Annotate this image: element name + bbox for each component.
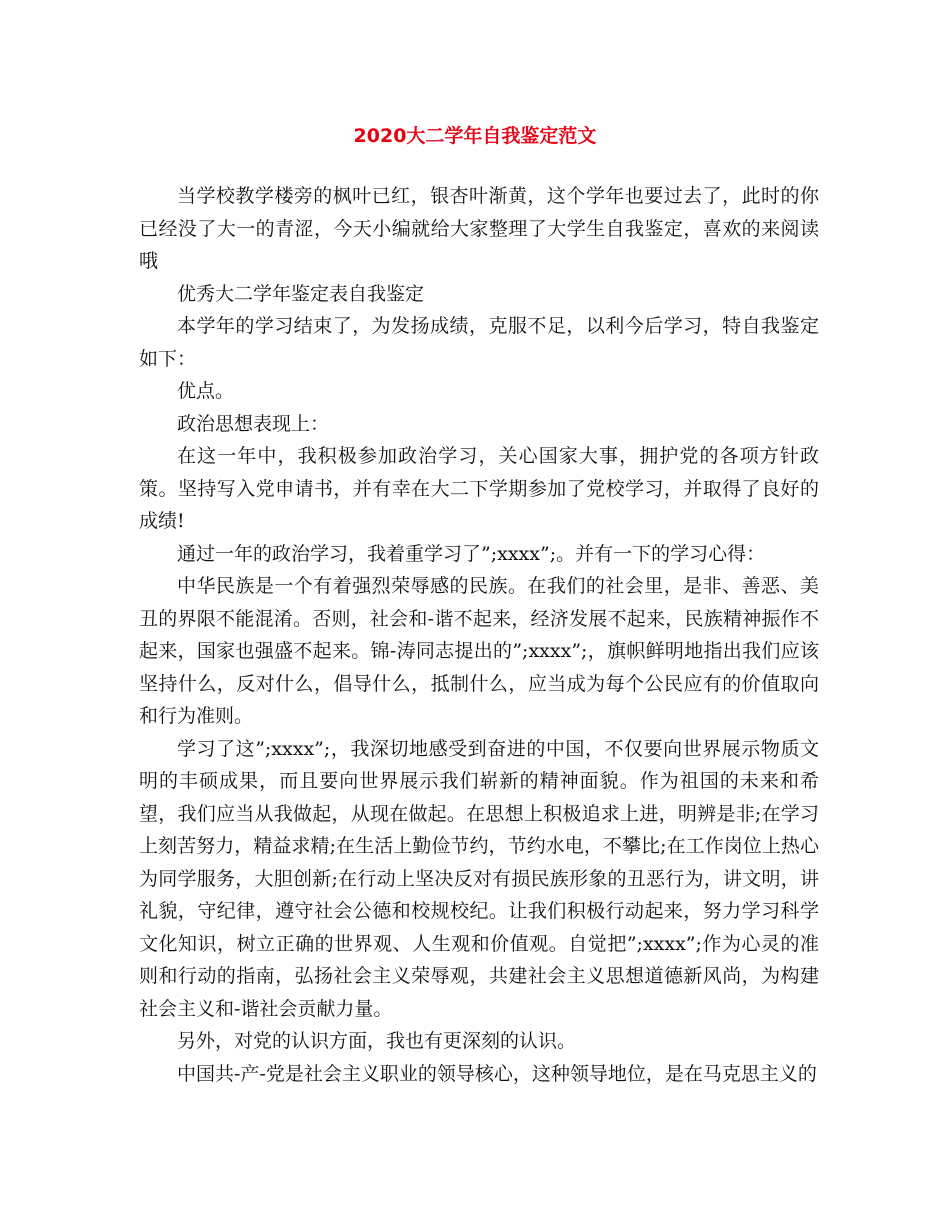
paragraph-strengths: 优点。 (177, 380, 235, 402)
paragraph-learning: 学习了这”;xxxx”;，我深切地感受到奋进的中国，不仅要向世界展示物质文明的丰硕成果，而且要向世界展示我们崭新的精神面貌。作为祖国的未来和希望，我们应当从我做起，从现在做起。在思想上积极追求上进，明辨是非;在学习上刻苦努力，精益求精;在生活上勤俭节约，节约水电，不攀比;在工作岗位上热心为同学服务，大胆创新;在行动上坚决反对有损民族形象的丑恶行为，讲文明，讲礼貌，守纪律，遵守社会公德和校规校纪。让我们积极行动起来，努力学习科学文化知识，树立正确的世界观、人生观和价值观。自觉把”;xxxx”;作为心灵的准则和行动的指南，弘扬社会主义荣辱观，共建社会主义思想道德新风尚，为构建社会主义和-谐社会贡献力量。 (139, 737, 819, 1020)
paragraph-study-notes: 通过一年的政治学习，我着重学习了”;xxxx”;。并有一下的学习心得： (177, 542, 766, 565)
paragraph-politics-heading: 政治思想表现上： (177, 412, 330, 435)
paragraph-party: 中国共-产-党是社会主义职业的领导核心，这种领导地位，是在马克思主义的 (177, 1062, 817, 1085)
paragraph-summary: 本学年的学习结束了，为发扬成绩，克服不足，以利今后学习，特自我鉴定如下： (139, 315, 819, 370)
document-title: 2020大二学年自我鉴定范文 (353, 125, 597, 147)
paragraph-heading: 优秀大二学年鉴定表自我鉴定 (177, 282, 425, 305)
document-body (139, 180, 819, 1090)
paragraph-party-understanding: 另外，对党的认识方面，我也有更深刻的认识。 (177, 1030, 577, 1052)
paragraph-intro: 当学校教学楼旁的枫叶已红，银杏叶渐黄，这个学年也要过去了，此时的你已经没了大一的青涩，今天小编就给大家整理了大学生自我鉴定，喜欢的来阅读哦 (139, 185, 819, 272)
paragraph-nation: 中华民族是一个有着强烈荣辱感的民族。在我们的社会里，是非、善恶、美丑的界限不能混淆。否则，社会和-谐不起来，经济发展不起来，民族精神振作不起来，国家也强盛不起来。锦-涛同志提出的”;xxxx”;，旗帜鲜明地指出我们应该坚持什么，反对什么，倡导什么，抵制什么，应当成为每个公民应有的价值取向和行为准则。 (139, 575, 819, 727)
paragraph-politics: 在这一年中，我积极参加政治学习，关心国家大事，拥护党的各项方针政策。坚持写入党申请书，并有幸在大二下学期参加了党校学习，并取得了良好的成绩! (139, 445, 819, 532)
